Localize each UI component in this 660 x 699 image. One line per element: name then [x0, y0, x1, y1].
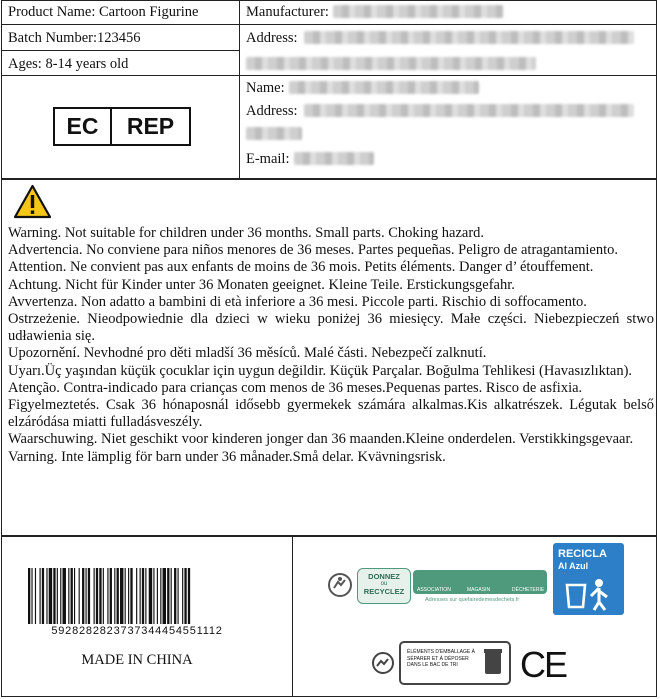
recycling-url: Adresses sur quefairedemesdechets.fr	[425, 597, 520, 603]
donnez-badge	[357, 568, 411, 604]
barcode-bar	[128, 568, 129, 624]
barcode-bar	[31, 568, 32, 624]
divider	[1, 535, 657, 537]
divider	[292, 535, 293, 697]
divider	[1, 24, 239, 25]
warning-tr: Uyarı.Üç yaşından küçük çocuklar için uygun değildir. Küçük Parçalar. Boğulma Tehlikesi (Havasızlıktan).	[8, 362, 633, 379]
barcode-bar	[145, 568, 146, 624]
redacted-text	[294, 152, 374, 165]
made-in-label: MADE IN CHINA	[81, 652, 193, 668]
barcode-bar	[103, 568, 104, 624]
barcode-bar	[110, 568, 112, 624]
decheterie-label: DÉCHETERIE	[512, 587, 545, 593]
address-label: Address:	[246, 30, 298, 46]
rep-address-cont	[246, 126, 302, 142]
packaging-sort-text: ÉLÉMENTS D'EMBALLAGE À SÉPARER ET À DÉPOSER DANS LE BAC DE TRI	[407, 649, 475, 668]
divider	[1, 50, 239, 51]
address-label: Address:	[246, 103, 298, 119]
barcode-bar	[79, 568, 80, 624]
recicla-title: RECICLA	[558, 548, 607, 560]
barcode-bar	[174, 568, 176, 624]
age-range: Ages: 8-14 years old	[8, 56, 129, 72]
redacted-text	[246, 127, 302, 140]
manufacturer-line	[246, 4, 503, 20]
redacted-text	[246, 57, 536, 70]
redacted-text	[289, 81, 479, 94]
magasin-label: MAGASIN	[467, 587, 491, 593]
barcode-bar	[94, 568, 95, 624]
barcode-bar	[42, 568, 44, 624]
barcode-bar	[86, 568, 87, 624]
barcode-bar	[125, 568, 126, 624]
barcode-bar	[188, 568, 190, 624]
barcode-bar	[57, 568, 58, 624]
barcode-bar	[40, 568, 41, 624]
barcode-bar	[178, 568, 179, 624]
barcode-bar	[163, 568, 166, 624]
barcode-bar	[107, 568, 108, 624]
barcode-bar	[153, 568, 154, 624]
barcode-bar	[171, 568, 172, 624]
barcode-bar	[167, 568, 169, 624]
recyclez-text: RECYCLEZ	[363, 587, 405, 596]
warning-fr: Attention. Ne convient pas aux enfants de moins de 36 mois. Petits éléments. Danger d’ étouffement.	[8, 259, 594, 276]
divider	[1, 75, 657, 76]
warning-it: Avvertenza. Non adatto a bambini di età inferiore a 36 mesi. Piccole parti. Rischio di soffocamento.	[8, 293, 587, 310]
barcode-bar	[117, 568, 119, 624]
barcode-bar	[130, 568, 132, 624]
recicla-logo	[553, 543, 624, 615]
barcode-bar	[71, 568, 73, 624]
ce-mark: CE	[520, 644, 567, 685]
barcode-number: 5928282823737344454551112	[51, 625, 223, 637]
rep-address-line	[246, 103, 634, 119]
barcode-bar	[53, 568, 55, 624]
barcode-bar	[149, 568, 152, 624]
manufacturer-label: Manufacturer:	[246, 4, 329, 20]
donnez-recyclez-info	[329, 566, 548, 606]
rep-text: REP	[126, 113, 175, 139]
barcode-bar	[35, 568, 36, 624]
divider	[239, 24, 657, 25]
warning-sv: Varning. Inte lämplig för barn under 36 månader.Små delar. Kvävningsrisk.	[8, 448, 446, 465]
warning-es: Advertencia. No conviene para niños menores de 36 meses. Partes pequeñas. Peligro de atragantamiento.	[8, 242, 619, 259]
ec-text: EC	[55, 109, 112, 144]
barcode-bar	[120, 568, 123, 624]
warning-nl: Waarschuwing. Niet geschikt voor kinderen jonger dan 36 maanden.Kleine onderdelen. Verstikkingsgevaar.	[8, 431, 634, 448]
barcode-bar	[184, 568, 186, 624]
warning-cs: Upozornění. Nevhodné pro děti mladší 36 měsíců. Malé části. Nebezpečí zalknutí.	[8, 345, 487, 362]
barcode-bar	[99, 568, 101, 624]
barcode-bar	[82, 568, 84, 624]
email-label: E-mail:	[246, 151, 290, 167]
barcode-bar	[160, 568, 161, 624]
barcode-bar	[46, 568, 47, 624]
recicla-subtitle: Al Azul	[558, 561, 589, 571]
rep-name-line	[246, 80, 479, 96]
barcode-bar	[114, 568, 115, 624]
warning-hu: Figyelmeztetés. Csak 36 hónaposnál idősebb gyermekek számára alkalmas.Kis alkatrészek. Légutak belső elzáródása miatti fulladásveszély.	[8, 397, 654, 431]
manufacturer-address-line	[246, 30, 634, 46]
batch-number: Batch Number:123456	[8, 30, 141, 46]
barcode-bar	[142, 568, 144, 624]
barcode-bar	[136, 568, 137, 624]
divider	[1, 178, 657, 180]
barcode-bar	[63, 568, 66, 624]
triman-small-icon	[371, 651, 395, 675]
warning-pt: Atenção. Contra-indicado para crianças com menos de 36 meses.Pequenas partes. Risco de asfixia.	[8, 379, 583, 396]
redacted-text	[304, 31, 634, 44]
redacted-text	[333, 5, 503, 18]
barcode-bar	[74, 568, 75, 624]
barcode	[28, 568, 246, 624]
barcode-bar	[157, 568, 158, 624]
barcode-bar	[49, 568, 52, 624]
barcode-bar	[28, 568, 30, 624]
donnez-text: DONNEZ	[368, 572, 400, 581]
rep-email-line	[246, 151, 374, 167]
barcode-bar	[88, 568, 90, 624]
packaging-sort-info	[399, 641, 511, 685]
product-name: Product Name: Cartoon Figurine	[8, 4, 199, 20]
barcode-bar	[140, 568, 141, 624]
manufacturer-address-cont	[246, 56, 536, 72]
recycle-bin-icon	[563, 575, 615, 611]
barcode-bar	[68, 568, 69, 624]
association-label: ASSOCIATION	[417, 587, 451, 593]
warning-text-block	[8, 225, 654, 466]
name-label: Name:	[246, 80, 285, 96]
warning-en: Warning. Not suitable for children under 36 months. Small parts. Choking hazard.	[8, 225, 485, 241]
ou-text: ou	[380, 581, 388, 587]
barcode-bar	[60, 568, 61, 624]
barcode-bar	[96, 568, 98, 624]
warning-de: Achtung. Nicht für Kinder unter 36 Monaten geeignet. Kleine Teile. Erstickungsgefahr.	[8, 276, 515, 293]
ec-rep-symbol	[53, 107, 191, 146]
warning-triangle-icon	[13, 184, 52, 219]
warning-pl: Ostrzeżenie. Nieodpowiednie dla dzieci w wieku poniżej 36 miesięcy. Małe części. Niebezpieczeń stwo udławienia się.	[8, 311, 654, 345]
sorting-bin-icon	[483, 648, 503, 676]
redacted-text	[304, 104, 634, 117]
divider	[239, 0, 240, 178]
barcode-bar	[182, 568, 183, 624]
